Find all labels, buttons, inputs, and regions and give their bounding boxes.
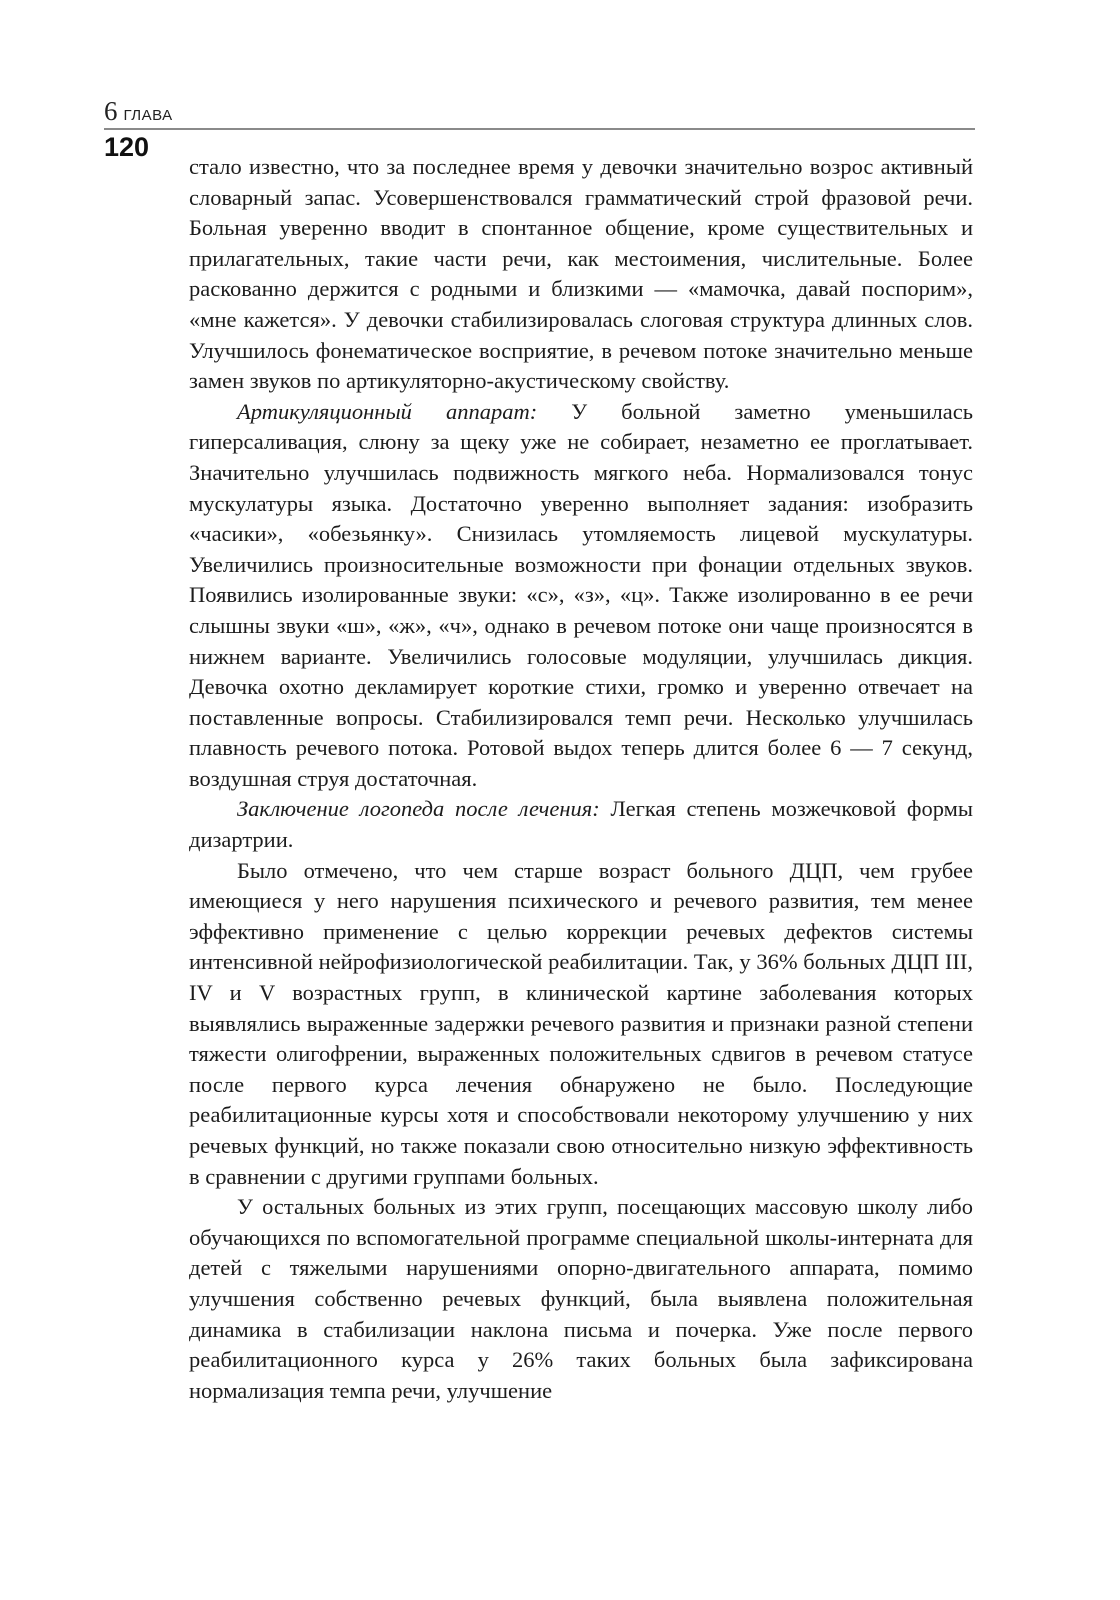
running-header [104, 96, 974, 131]
body-text [189, 152, 973, 1406]
paragraph-5 [189, 1192, 973, 1406]
paragraph-text: Было отмечено, что чем старше возраст больного ДЦП, чем грубее имеющиеся у него нарушения психического и речевого развития, тем менее эффективно применение с целью коррекции речевых дефектов системы интенсивной нейрофизиологической реабилитации. Так, у 36% больных ДЦП III, IV и V возрастных групп, в клинической картине заболевания которых выявлялись выраженные задержки речевого развития и признаки разной степени тяжести олигофрении, выраженных положительных сдвигов в речевом статусе после первого курса лечения обнаружено не было. Последующие реабилитационные курсы хотя и способствовали некоторому улучшению у них речевых функций, но также показали свою относительно низкую эффективность в сравнении с другими группами больных. [189, 857, 973, 1189]
paragraph-text: стало известно, что за последнее время у девочки значительно возрос активный словарный запас. Усовершенствовался грамматический строй фразовой речи. Больная уверенно вводит в спонтанное общение, кроме существительных и прилагательных, такие части речи, как местоимения, числительные. Более раскованно держится с родными и близкими — «мамочка, давай поспорим», «мне кажется». У девочки стабилизировалась слоговая структура длинных слов. Улучшилось фонематическое восприятие, в речевом потоке значительно меньше замен звуков по артикуляторно-акустическому свойству. [189, 154, 973, 394]
paragraph-text: У остальных больных из этих групп, посещающих массовую школу либо обучающихся по вспомогательной программе специальной школы-интерната для детей с тяжелыми нарушениями опорно-двигательного аппарата, помимо улучшения собственно речевых функций, была выявлена положительная динамика в стабилизации наклона письма и почерка. Уже после первого реабилитационного курса у 26% таких больных была зафиксирована нормализация темпа речи, улучшение [189, 1194, 973, 1403]
header-rule [104, 128, 975, 130]
paragraph-1 [189, 152, 973, 397]
paragraph-text: Легкая степень мозжечковой формы дизартрии. [189, 796, 973, 853]
paragraph-3 [189, 794, 973, 855]
paragraph-4 [189, 856, 973, 1193]
chapter-number: 6 [104, 96, 118, 126]
paragraph-lead: Заключение логопеда после лечения: [237, 796, 600, 822]
chapter-word: ГЛАВА [123, 107, 173, 124]
paragraph-lead: Артикуляционный аппарат: [237, 398, 538, 424]
page-number: 120 [104, 132, 150, 162]
paragraph-text: У больной заметно уменьшилась гиперсаливация, слюну за щеку уже не собирает, незаметно ее проглатывает. Значительно улучшилась подвижность мягкого неба. Нормализовался тонус мускулатуры языка. Достаточно уверенно выполняет задания: изобразить «часики», «обезьянку». Снизилась утомляемость лицевой мускулатуры. Увеличились произносительные возможности при фонации отдельных звуков. Появились изолированные звуки: «с», «з», «ц». Также изолированно в ее речи слышны звуки «ш», «ж», «ч», однако в речевом потоке они чаще произносятся в нижнем варианте. Увеличились голосовые модуляции, улучшилась дикция. Девочка охотно декламирует короткие стихи, громко и уверенно отвечает на поставленные вопросы. Стабилизировался темп речи. Несколько улучшилась плавность речевого потока. Ротовой выдох теперь длится более 6 — 7 секунд, воздушная струя достаточная. [189, 398, 973, 791]
paragraph-2 [189, 397, 973, 795]
chapter-label [104, 96, 974, 131]
